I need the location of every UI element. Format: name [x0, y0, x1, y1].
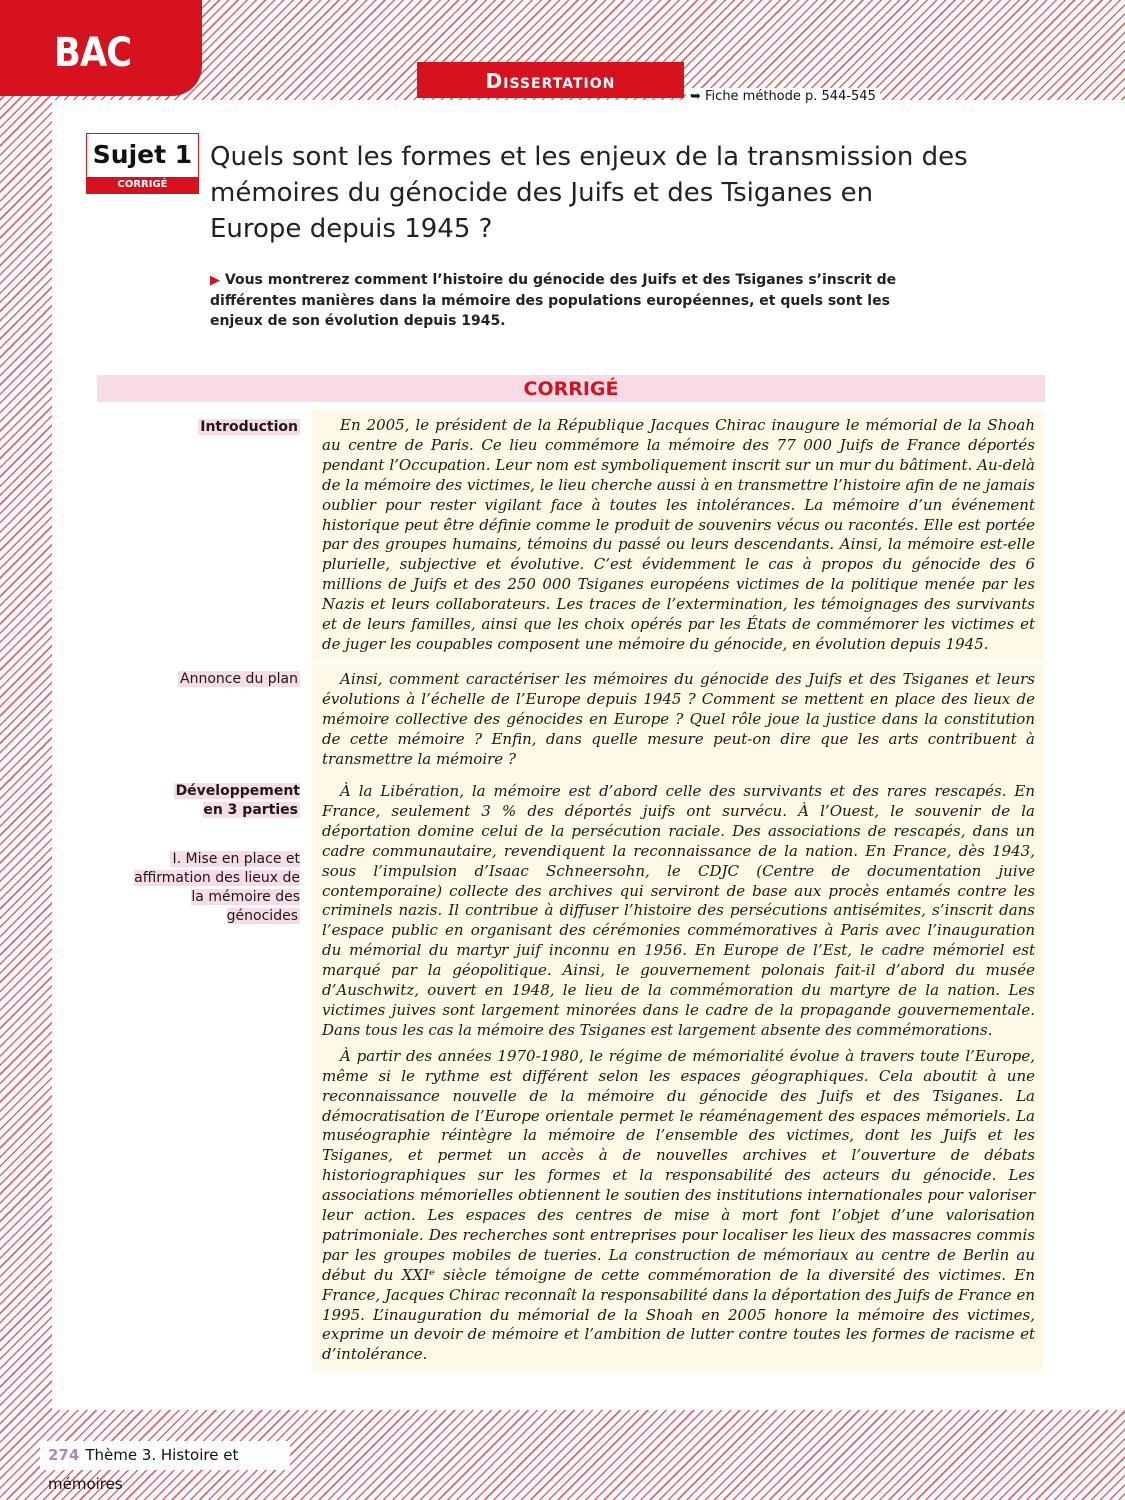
fiche-methode-link[interactable]: ➥ Fiche méthode p. 544-545 — [686, 88, 880, 110]
annonce-paragraph: Ainsi, comment caractériser les mémoires du génocide des Juifs et des Tsiganes et leurs évolutions à l’échelle de l’Europe depuis 1945 ? Comment se mettent en place des lieux de mémoire collective des génocides en Europe ? Quel rôle joue la justice dans la constitution de cette mémoire ? Enfin, dans quelle mesure peut-on dire que les arts contribuent à transmettre la mémoire ? — [322, 670, 1035, 768]
label-introduction: Introduction — [200, 419, 298, 435]
dissertation-banner: Dissertation — [417, 62, 684, 98]
label-partie1: I. Mise en place et affirmation des lieux de la mémoire des génocides — [134, 851, 300, 924]
bac-tab — [0, 0, 202, 96]
developpement-paragraph-2: À partir des années 1970-1980, le régime de mémorialité évolue à travers toute l’Europe, même si le rythme est différent selon les espaces géographiques. Cela aboutit à une reconnaissance nouvelle de la mémoire du génocide des Juifs et des Tsiganes. La démocratisation de l’Europe orientale permet le réaménagement des espaces mémoriels. La muséographie réintègre la mémoire de l’ensemble des victimes, dont les Juifs et les Tsiganes, et permet un accès à de nouvelles archives et l’ouverture de débats historiographiques sur les formes et la responsabilité des acteurs du génocide. Les associations mémorielles obtiennent le soutien des institutions internationales pour valoriser leur action. Les espaces des centres de mise à mort font l’objet d’une valorisation patrimoniale. Des recherches sont entreprises pour localiser les lieux des massacres commis par les groupes mobiles de tueries. La construction de mémoriaux au centre de Berlin au début du XXIᵉ siècle témoigne de cette commémoration de la diversité des victimes. En France, Jacques Chirac reconnaît la responsabilité dans la déportation des Juifs de France en 1995. L’inauguration du mémorial de la Shoah en 2005 honore la mémoire des victimes, exprime un devoir de mémoire et l’ambition de lutter contre toutes les formes de racisme et d’intolérance. — [322, 1046, 1035, 1364]
sujet-label: Sujet 1 — [92, 140, 193, 169]
text-annonce — [312, 664, 1043, 776]
page-footer — [40, 1441, 290, 1493]
sujet-badge — [86, 133, 199, 194]
consigne-text: Vous montrerez comment l’histoire du génocide des Juifs et des Tsiganes s’inscrit de différentes manières dans la mémoire des populations européennes, et quels sont les enjeux de son évolution depuis 1945. — [210, 272, 897, 329]
footer-theme: Thème 3. Histoire et mémoires — [48, 1446, 239, 1493]
sujet-sublabel: CORRIGÉ — [87, 177, 198, 193]
label-annonce: Annonce du plan — [180, 671, 298, 687]
page-number: 274 — [48, 1446, 80, 1464]
text-developpement — [312, 776, 1043, 1371]
triangle-icon: ▶ — [210, 273, 220, 288]
corrige-title: CORRIGÉ — [97, 375, 1045, 402]
sujet-question: Quels sont les formes et les enjeux de la transmission des mémoires du génocide des Juifs et des Tsiganes en Europe depuis 1945 ? — [210, 142, 968, 244]
developpement-paragraph-1: À la Libération, la mémoire est d’abord celle des survivants et des rares rescapés. En France, seulement 3 % des déportés juifs ont survécu. À l’Ouest, le souvenir de la déportation domine celui de la persécution raciale. Des associations de rescapés, dans un cadre communautaire, revendiquent la reconnaissance de la nation. En France, dès 1943, sous l’impulsion d’Isaac Schneersohn, le CDJC (Centre de documentation juive contemporaine) collecte des archives qui serviront de base aux procès entamés contre les criminels nazis. Il contribue à diffuser l’histoire des persécutions antisémites, s’inscrit dans l’espace public en organisant des cérémonies commémoratives à Paris avec l’inauguration du mémorial du martyr juif inconnu en 1956. En Europe de l’Est, le cadre mémoriel est marqué par la géopolitique. Ainsi, le gouvernement polonais fait-il d’abord du musée d’Auschwitz, ouvert en 1948, le lieu de la commémoration du martyre de la nation. Les victimes juives sont largement minorées dans le cadre de la propagande gouvernementale. Dans tous les cas la mémoire des Tsiganes est largement absente des commémorations. — [322, 782, 1035, 1039]
consigne — [210, 270, 940, 331]
introduction-paragraph: En 2005, le président de la République Jacques Chirac inaugure le mémorial de la Shoah au centre de Paris. Ce lieu commémore la mémoire des 77 000 Juifs de France déportés pendant l’Occupation. Leur nom est symboliquement inscrit sur un mur du bâtiment. Au-delà de la mémoire des victimes, le lieu cherche aussi à en transmettre l’histoire afin de ne jamais oublier pour rester vigilant face à toutes les intolérances. La mémoire d’un événement historique peut être définie comme le produit de souvenirs vécus ou racontés. Elle est portée par des groupes humains, témoins du passé ou leurs descendants. Ainsi, la mémoire est-elle plurielle, subjective et évolutive. C’est évidemment le cas à propos du génocide des 6 millions de Juifs et des 250 000 Tsiganes européens victimes de la politique menée par les Nazis et leurs collaborateurs. Les traces de l’extermination, les témoignages des survivants et de leurs familles, ainsi que les choix opérés par les États de commémorer les victimes et de juger les coupables composent une mémoire du génocide, en évolution depuis 1945. — [322, 416, 1035, 653]
text-introduction — [312, 410, 1043, 661]
label-developpement: Développement en 3 parties — [175, 783, 300, 818]
bac-label: BAC — [54, 30, 132, 76]
